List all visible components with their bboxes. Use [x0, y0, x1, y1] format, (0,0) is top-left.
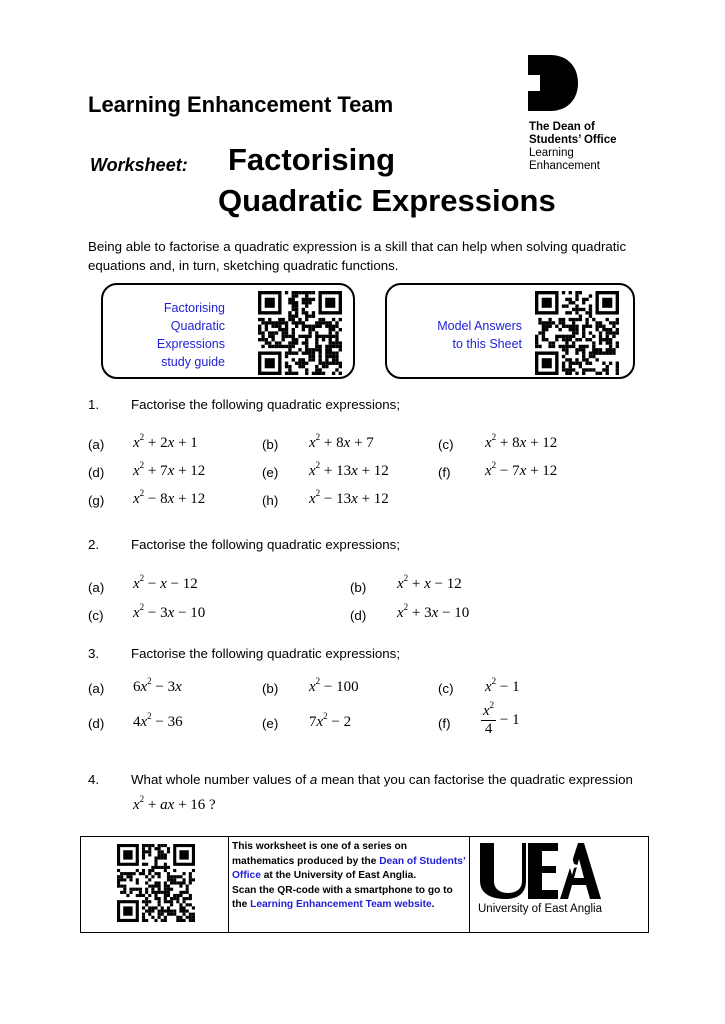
- footer-text: This worksheet is one of a series on mathematics produced by the Dean of Students’ Office at the University of East Anglia. Scan the QR-code with a smartphone to go to the Learning Enhancement Team website.: [232, 841, 466, 910]
- part-label: (b): [262, 437, 279, 452]
- expression: $x^2 + x - 12$: [397, 573, 462, 592]
- expression: $x^2 + 8x + 7$: [309, 432, 374, 451]
- question-number: 3.: [88, 646, 100, 661]
- qr-code-icon[interactable]: [258, 291, 342, 375]
- part-label: (g): [88, 493, 105, 508]
- part-label: (f): [438, 716, 451, 731]
- intro-paragraph: Being able to factorise a quadratic expression is a skill that can help when solving quadratic equations and, in turn, sketching quadratic functions.: [88, 239, 627, 273]
- part-label: (a): [88, 437, 105, 452]
- study-guide-line2: Quadratic: [170, 319, 225, 333]
- part-label: (c): [88, 608, 104, 623]
- model-answers-box[interactable]: [385, 283, 635, 379]
- part-label: (a): [88, 580, 105, 595]
- study-guide-label[interactable]: [113, 299, 225, 371]
- part-label: (d): [88, 716, 105, 731]
- part-label: (c): [438, 437, 454, 452]
- study-guide-line4: study guide: [161, 355, 225, 369]
- expression: $x^2 + 2x + 1$: [133, 432, 198, 451]
- footer-uea-cell: [470, 837, 648, 932]
- expression: $x^2 - 1$: [485, 676, 520, 695]
- worksheet-title-line1: Factorising: [228, 142, 396, 177]
- footer-table: [80, 836, 649, 933]
- model-answers-line2: to this Sheet: [452, 337, 522, 351]
- question-number: 1.: [88, 397, 100, 412]
- study-guide-line3: Expressions: [156, 337, 225, 351]
- part-label: (b): [262, 681, 279, 696]
- expression: $x^2$ + ax + 16 ?: [133, 794, 216, 813]
- part-label: (e): [262, 716, 279, 731]
- let-website-link[interactable]: Learning Enhancement Team website: [250, 899, 432, 910]
- expression: $x^2 - 7x + 12$: [485, 460, 558, 479]
- dean-logo-icon: [528, 55, 578, 111]
- expression: $x^2 + 7x + 12$: [133, 460, 206, 479]
- model-answers-label[interactable]: [397, 317, 522, 353]
- part-label: (d): [88, 465, 105, 480]
- worksheet-title-line2: Quadratic Expressions: [218, 183, 556, 218]
- footer-text-cell: [229, 837, 470, 932]
- part-label: (h): [262, 493, 279, 508]
- uea-name: University of East Anglia: [478, 903, 603, 915]
- uea-logo-icon: [476, 841, 601, 901]
- expression: $x^2 + 13x + 12$: [309, 460, 389, 479]
- expression: $x^2 - x - 12$: [133, 573, 198, 592]
- dean-line4: Enhancement: [529, 160, 600, 172]
- dean-office-link[interactable]: Dean of Students’ Office: [232, 855, 466, 881]
- study-guide-box[interactable]: [101, 283, 355, 379]
- question-text: Factorise the following quadratic expressions;: [131, 397, 401, 412]
- part-label: (e): [262, 465, 279, 480]
- expression: $x^2 + 8x + 12$: [485, 432, 558, 451]
- question-text: Factorise the following quadratic expressions;: [131, 537, 401, 552]
- dean-line3: Learning: [529, 147, 574, 159]
- question-number: 2.: [88, 537, 100, 552]
- footer-qr-cell: [81, 837, 229, 932]
- expression: $7x^2 - 2$: [309, 711, 352, 730]
- question-text: Factorise the following quadratic expressions;: [131, 646, 401, 661]
- qr-code-icon[interactable]: [535, 291, 619, 375]
- dean-line1: The Dean of: [529, 121, 595, 133]
- fraction-expression: $\frac{x^2}{4}$ − 1: [483, 700, 520, 737]
- part-label: (b): [350, 580, 367, 595]
- question-text: What whole number values of a mean that you can factorise the quadratic expression: [131, 772, 633, 787]
- expression: $x^2 - 3x - 10$: [133, 602, 206, 621]
- expression: $4x^2 - 36$: [133, 711, 183, 730]
- part-label: (f): [438, 465, 451, 480]
- expression: $x^2 - 13x + 12$: [309, 488, 389, 507]
- model-answers-line1: Model Answers: [437, 319, 522, 333]
- expression: $6x^2 - 3x$: [133, 676, 182, 695]
- part-label: (c): [438, 681, 454, 696]
- expression: $x^2 - 100$: [309, 676, 359, 695]
- worksheet-label: Worksheet:: [90, 155, 188, 175]
- study-guide-line1: Factorising: [163, 301, 225, 315]
- part-label: (d): [350, 608, 367, 623]
- dean-office-text: [529, 121, 617, 173]
- question-number: 4.: [88, 772, 100, 787]
- expression: $x^2 - 8x + 12$: [133, 488, 206, 507]
- part-label: (a): [88, 681, 105, 696]
- qr-code-icon[interactable]: [117, 844, 195, 922]
- dean-line2: Students’ Office: [529, 134, 617, 146]
- expression: $x^2 + 3x - 10$: [397, 602, 470, 621]
- team-heading: Learning Enhancement Team: [88, 92, 394, 117]
